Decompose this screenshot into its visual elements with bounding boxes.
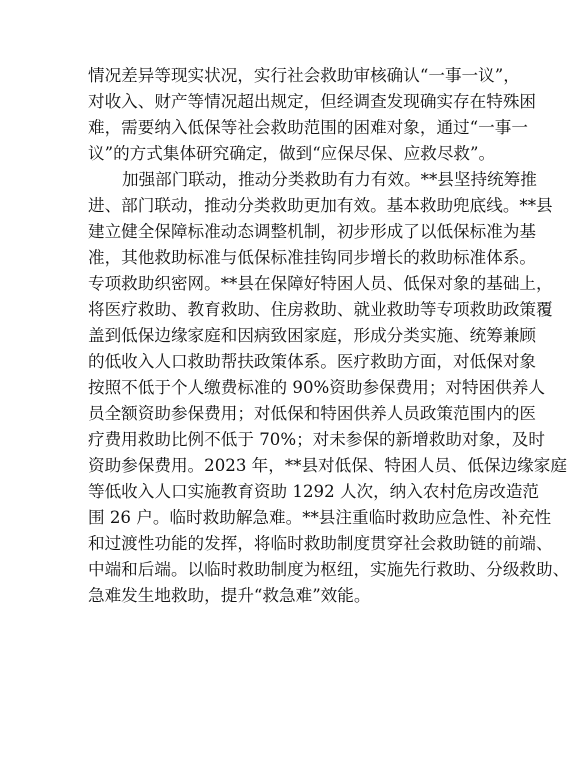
text-line: 疗费用救助比例不低于 70%；对未参保的新增救助对象，及时 — [88, 430, 545, 449]
text-line: 急难发生地救助，提升“救急难”效能。 — [88, 586, 371, 605]
body-text — [88, 63, 570, 609]
text-line: 难，需要纳入低保等社会救助范围的困难对象，通过“一事一 — [88, 118, 528, 137]
text-line: 等低收入人口实施教育资助 1292 人次，纳入农村危房改造范 — [88, 482, 540, 501]
text-line: 议”的方式集体研究确定，做到“应保尽保、应救尽救”。 — [88, 144, 496, 163]
text-line: 情况差异等现实状况，实行社会救助审核确认“一事一议”， — [88, 66, 520, 85]
text-line: 围 26 户。临时救助解急难。**县注重临时救助应急性、补充性 — [88, 508, 552, 527]
text-line: 建立健全保障标准动态调整机制，初步形成了以低保标准为基 — [88, 222, 537, 241]
text-line: 专项救助织密网。**县在保障好特困人员、低保对象的基础上， — [88, 274, 553, 293]
text-line: 和过渡性功能的发挥，将临时救助制度贯穿社会救助链的前端、 — [88, 534, 553, 553]
text-line: 资助参保费用。2023 年，**县对低保、特困人员、低保边缘家庭 — [88, 456, 567, 475]
text-line: 按照不低于个人缴费标准的 90%资助参保费用；对特困供养人 — [88, 378, 545, 397]
text-line: 准，其他救助标准与低保标准挂钩同步增长的救助标准体系。 — [88, 248, 537, 267]
text-line: 的低收入人口救助帮扶政策体系。医疗救助方面，对低保对象 — [88, 352, 537, 371]
text-line: 对收入、财产等情况超出规定，但经调查发现确实存在特殊困 — [88, 92, 537, 111]
text-line: 将医疗救助、教育救助、住房救助、就业救助等专项救助政策覆 — [88, 300, 553, 319]
text-line: 中端和后端。以临时救助制度为枢纽，实施先行救助、分级救助、 — [88, 560, 570, 579]
paragraph-first-line: 加强部门联动，推动分类救助有力有效。**县坚持统筹推 — [122, 170, 537, 189]
text-line: 盖到低保边缘家庭和因病致困家庭，形成分类实施、统筹兼顾 — [88, 326, 537, 345]
text-line: 进、部门联动，推动分类救助更加有效。基本救助兜底线。**县 — [88, 196, 553, 215]
text-line: 员全额资助参保费用；对低保和特困供养人员政策范围内的医 — [88, 404, 537, 423]
